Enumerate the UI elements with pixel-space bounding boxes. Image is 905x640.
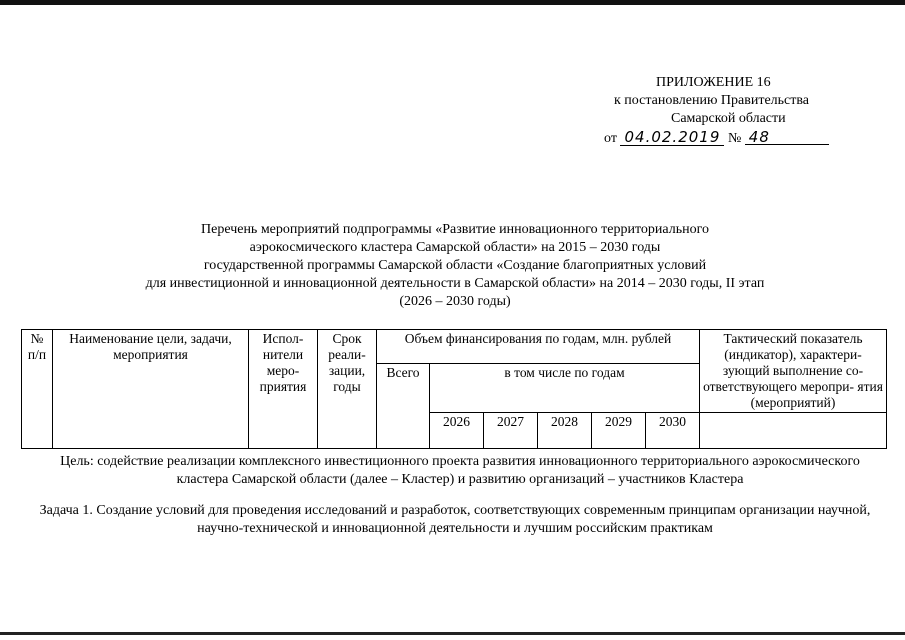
- from-label: от: [604, 131, 617, 146]
- goal-text: Цель: содействие реализации комплексного инвестиционного проекта развития инновационного территориального аэрокосмического кластера Самарской области (далее – Кластер) и развитию организаций – участников Кластера: [60, 454, 860, 487]
- appendix-resolution-line: к постановлению Правительства: [614, 93, 810, 108]
- title-line: аэрокосмического кластера Самарской области» на 2015 – 2030 годы: [249, 240, 661, 255]
- scan-edge-bottom: [0, 632, 905, 635]
- task-text: Задача 1. Создание условий для проведения исследований и разработок, соответствующих современным принципам организации научной, научно-технической и инновационной деятельности и лучшим российским практикам: [39, 503, 871, 536]
- handwritten-date: 04.02.2019: [620, 129, 724, 146]
- document-title: [60, 221, 850, 311]
- appendix-date-number-line: [604, 129, 829, 148]
- header-total: Всего: [377, 364, 430, 449]
- title-line: (2026 – 2030 годы): [399, 294, 511, 309]
- year-cell: 2027: [484, 413, 538, 449]
- year-cell: 2026: [430, 413, 484, 449]
- scan-edge-top: [0, 0, 905, 5]
- appendix-title: ПРИЛОЖЕНИЕ 16: [656, 75, 771, 90]
- header-funding: Объем финансирования по годам, млн. рублей: [377, 330, 700, 364]
- handwritten-number: 48: [745, 129, 829, 145]
- title-line: государственной программы Самарской области «Создание благоприятных условий: [203, 258, 707, 273]
- header-term: Срок реали- зации, годы: [318, 330, 377, 449]
- year-cell: 2028: [538, 413, 592, 449]
- header-num: № п/п: [22, 330, 53, 449]
- header-executors: Испол- нители меро- приятия: [249, 330, 318, 449]
- title-line: для инвестиционной и инновационной деятельности в Самарской области» на 2014 – 2030 годы, II этап: [145, 276, 765, 291]
- title-line: Перечень мероприятий подпрограммы «Развитие инновационного территориального: [201, 222, 709, 237]
- indicator-empty-cell: [700, 413, 887, 449]
- header-indicator: Тактический показатель (индикатор), характери- зующий выполнение со- ответствующего меропри- ятия (мероприятий): [700, 330, 887, 413]
- activities-table: [21, 329, 887, 449]
- year-cell: 2029: [592, 413, 646, 449]
- appendix-region-line: Самарской области: [671, 111, 786, 126]
- header-name: Наименование цели, задачи, мероприятия: [53, 330, 249, 449]
- header-by-year: в том числе по годам: [430, 364, 700, 413]
- year-cell: 2030: [646, 413, 700, 449]
- number-label: №: [727, 131, 742, 146]
